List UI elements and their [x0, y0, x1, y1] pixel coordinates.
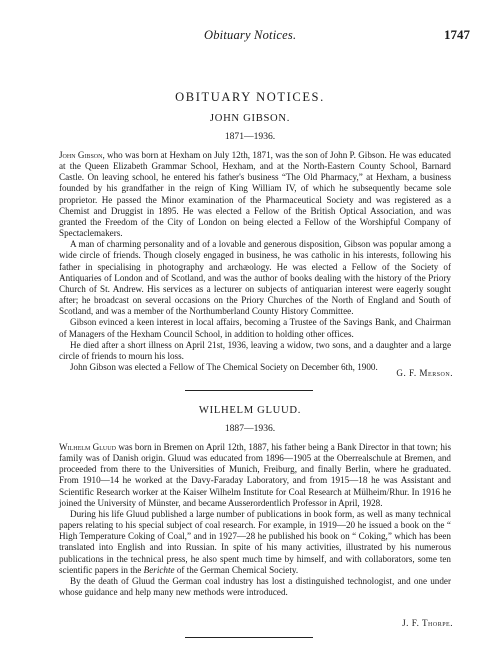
paragraph: During his life Gluud published a large number of publications in book form, as well as many technical papers relating to his special subject of coal research. For example, in 1919—20 he issued a book on the “ High Temperature Coking of Coal,” and in 1927—28 he published his book on “ Coking,” which has been translated into English and into Russian. In spite of his many activities, illustrated by his numerous publications in the technical press, he also spent much time by himself, and with collaborators, some ten scientific papers in the Berichte of the German Chemical Society. [59, 508, 451, 575]
lead-name: Wilhelm Gluud [59, 442, 116, 452]
section-divider [185, 390, 313, 391]
paragraph: By the death of Gluud the German coal industry has lost a distinguished technologist, and one under whose guidance and help many new methods were introduced. [59, 575, 451, 598]
paragraph: Wilhelm Gluud was born in Bremen on April 12th, 1887, his father being a Bank Director in that town; his family was of Danish origin. Gluud was educated from 1896—1905 at the Oberrealschule at Bremen, and proceeded from there to the Universities of Munich, Freiburg, and finally Berlin, where he graduated. From 1910—14 he worked at the Davy-Faraday Laboratory, and from 1915—18 he was Assistant and Scientific Research worker at the Kaiser Wilhelm Institute for Coal Research at Mülheim/Rhur. In 1916 he joined the University of Münster, and became Ausserordentlich Professor in April, 1928. [59, 442, 451, 508]
obituary-body-gibson [59, 150, 451, 373]
page-number: 1747 [444, 27, 470, 42]
paragraph: A man of charming personality and of a lovable and generous disposition, Gibson was popular among a wide circle of friends. Though closely engaged in business, he was catholic in his interests, following his father in specialising in photography and archæology. He was elected a Fellow of the Society of Antiquaries of London and of Scotland, and was the author of books dealing with the history of the Priory Church of St. Andrew. His services as a lecturer on subjects of antiquarian interest were eagerly sought after; he broadcast on several occasions on the Priory Churches of the North of England and South of Scotland, and was a member of the Northumberland County History Committee. [59, 239, 451, 317]
obituary-years-gluud: 1887—1936. [224, 423, 276, 434]
running-head [0, 28, 500, 44]
signature-gibson: G. F. Merson. [396, 368, 453, 378]
paragraph: He died after a short illness on April 21st, 1936, leaving a widow, two sons, and a daughter and a large circle of friends to mourn his loss. [59, 339, 451, 361]
obituary-name-gluud: WILHELM GLUUD. [198, 405, 302, 416]
journal-name: Berichte [143, 564, 175, 575]
obituary-years-gibson: 1871—1936. [224, 131, 276, 142]
paragraph: John Gibson, who was born at Hexham on July 12th, 1871, was the son of John P. Gibson. He was educated at the Queen Elizabeth Grammar School, Hexham, and at the North-Eastern County School, Barnard Castle. On leaving school, he entered his father's business “The Old Pharmacy,” at Hexham, a business founded by his grandfather in the reign of King William IV, of which he subsequently became sole proprietor. He passed the Minor examination of the Pharmaceutical Society and was registered as a Chemist and Druggist in 1895. He was elected a Fellow of the British Optical Association, and was granted the Freedom of the City of London on being elected a Fellow of the Worshipful Company of Spectaclemakers. [59, 150, 451, 239]
paragraph: John Gibson was elected a Fellow of The Chemical Society on December 6th, 1900. [70, 361, 378, 372]
running-head-title: Obituary Notices. [204, 28, 297, 42]
lead-name: John Gibson [59, 150, 103, 160]
signature-gluud: J. F. Thorpe. [402, 618, 453, 628]
obituary-body-gluud [59, 442, 451, 598]
obituary-name-gibson: JOHN GIBSON. [209, 113, 291, 124]
section-title: OBITUARY NOTICES. [175, 90, 325, 104]
section-divider [185, 637, 313, 638]
paragraph: Gibson evinced a keen interest in local affairs, becoming a Trustee of the Savings Bank, and Chairman of Managers of the Hexham Council School, in addition to holding other offices. [59, 317, 451, 339]
